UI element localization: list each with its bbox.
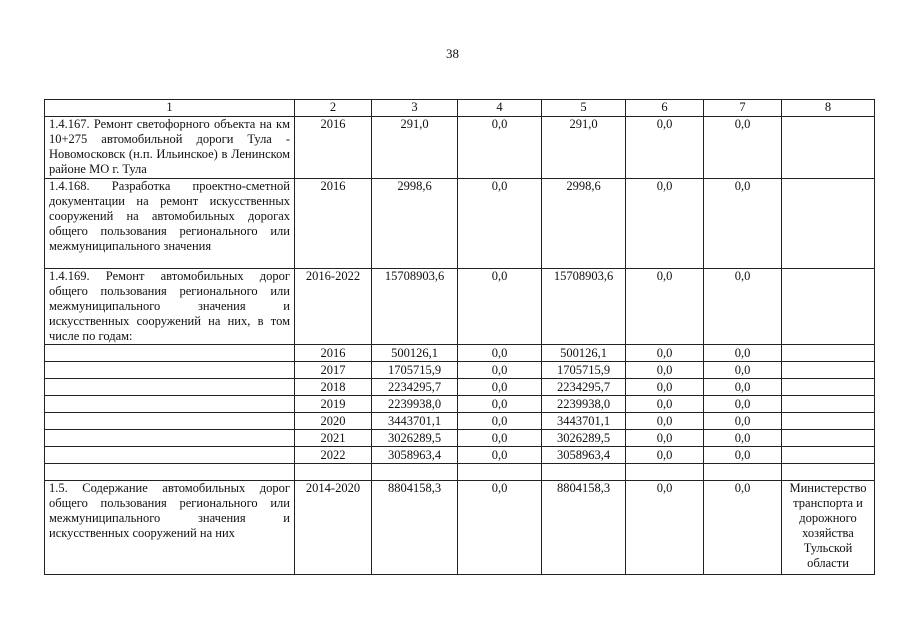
year-cell: 2020 <box>295 413 372 430</box>
year-row <box>45 379 875 396</box>
year-col8 <box>782 413 875 430</box>
year-col8 <box>782 447 875 464</box>
row-col4: 0,0 <box>458 269 542 345</box>
year-col6: 0,0 <box>626 447 704 464</box>
row-years: 2016 <box>295 117 372 179</box>
col-header-4: 4 <box>458 100 542 117</box>
year-row-empty <box>45 362 295 379</box>
col-header-1: 1 <box>45 100 295 117</box>
col-header-3: 3 <box>372 100 458 117</box>
row-col3: 8804158,3 <box>372 481 458 575</box>
year-col6: 0,0 <box>626 396 704 413</box>
year-col7: 0,0 <box>704 345 782 362</box>
year-row-empty <box>45 379 295 396</box>
year-row <box>45 362 875 379</box>
row-col7: 0,0 <box>704 481 782 575</box>
year-col8 <box>782 345 875 362</box>
table-row <box>45 179 875 269</box>
row-description: 1.4.167. Ремонт светофорного объекта на км 10+275 автомобильной дороги Тула - Новомосковск (н.п. Ильинское) в Ленинском районе МО г. Тула <box>45 117 295 179</box>
year-row-empty <box>45 345 295 362</box>
year-col4: 0,0 <box>458 396 542 413</box>
row-description: 1.4.168. Разработка проектно-сметной документации на ремонт искусственных сооружений на автомобильных дорогах общего пользования регионального или межмуниципального значения <box>45 179 295 269</box>
year-col6: 0,0 <box>626 413 704 430</box>
year-col4: 0,0 <box>458 430 542 447</box>
year-row <box>45 430 875 447</box>
row-col3: 291,0 <box>372 117 458 179</box>
spacer-cell <box>704 464 782 481</box>
col-header-5: 5 <box>542 100 626 117</box>
year-cell: 2017 <box>295 362 372 379</box>
spacer-cell <box>372 464 458 481</box>
row-col7: 0,0 <box>704 269 782 345</box>
row-col4: 0,0 <box>458 481 542 575</box>
year-col5: 3443701,1 <box>542 413 626 430</box>
year-col4: 0,0 <box>458 413 542 430</box>
responsible-executor: Министерство транспорта и дорожного хозяйства Тульской области <box>782 481 875 575</box>
year-col6: 0,0 <box>626 379 704 396</box>
year-col5: 3058963,4 <box>542 447 626 464</box>
row-col8 <box>782 269 875 345</box>
year-col5: 1705715,9 <box>542 362 626 379</box>
year-col3: 2239938,0 <box>372 396 458 413</box>
col-header-2: 2 <box>295 100 372 117</box>
year-col4: 0,0 <box>458 447 542 464</box>
year-col8 <box>782 379 875 396</box>
year-col6: 0,0 <box>626 430 704 447</box>
year-col5: 500126,1 <box>542 345 626 362</box>
year-row-empty <box>45 430 295 447</box>
year-col8 <box>782 362 875 379</box>
year-col8 <box>782 396 875 413</box>
row-col7: 0,0 <box>704 117 782 179</box>
year-cell: 2021 <box>295 430 372 447</box>
row-years: 2016-2022 <box>295 269 372 345</box>
row-col8 <box>782 179 875 269</box>
year-col7: 0,0 <box>704 413 782 430</box>
year-cell: 2018 <box>295 379 372 396</box>
year-cell: 2016 <box>295 345 372 362</box>
year-col4: 0,0 <box>458 362 542 379</box>
year-row <box>45 345 875 362</box>
year-col7: 0,0 <box>704 447 782 464</box>
spacer-cell <box>45 464 295 481</box>
year-col3: 3058963,4 <box>372 447 458 464</box>
table-row <box>45 269 875 345</box>
year-col7: 0,0 <box>704 430 782 447</box>
year-row <box>45 447 875 464</box>
year-cell: 2022 <box>295 447 372 464</box>
row-col5: 2998,6 <box>542 179 626 269</box>
header-row <box>45 100 875 117</box>
row-col6: 0,0 <box>626 481 704 575</box>
row-col6: 0,0 <box>626 269 704 345</box>
spacer-row <box>45 464 875 481</box>
col-header-8: 8 <box>782 100 875 117</box>
spacer-cell <box>626 464 704 481</box>
year-row <box>45 413 875 430</box>
year-col4: 0,0 <box>458 379 542 396</box>
row-col3: 15708903,6 <box>372 269 458 345</box>
row-col3: 2998,6 <box>372 179 458 269</box>
year-col3: 2234295,7 <box>372 379 458 396</box>
spacer-cell <box>542 464 626 481</box>
year-col6: 0,0 <box>626 362 704 379</box>
budget-table <box>44 99 875 575</box>
col-header-7: 7 <box>704 100 782 117</box>
year-row <box>45 396 875 413</box>
row-col5: 291,0 <box>542 117 626 179</box>
year-row-empty <box>45 447 295 464</box>
row-col8 <box>782 117 875 179</box>
year-col3: 3443701,1 <box>372 413 458 430</box>
year-cell: 2019 <box>295 396 372 413</box>
row-col6: 0,0 <box>626 179 704 269</box>
row-col7: 0,0 <box>704 179 782 269</box>
year-row-empty <box>45 396 295 413</box>
table-row <box>45 117 875 179</box>
row-years: 2016 <box>295 179 372 269</box>
spacer-cell <box>782 464 875 481</box>
row-col4: 0,0 <box>458 117 542 179</box>
year-col3: 1705715,9 <box>372 362 458 379</box>
col-header-6: 6 <box>626 100 704 117</box>
year-col8 <box>782 430 875 447</box>
year-col3: 500126,1 <box>372 345 458 362</box>
year-col5: 2234295,7 <box>542 379 626 396</box>
spacer-cell <box>458 464 542 481</box>
row-col5: 8804158,3 <box>542 481 626 575</box>
row-description: 1.5. Содержание автомобильных дорог общего пользования регионального или межмуниципального значения и искусственных сооружений на них <box>45 481 295 575</box>
row-col4: 0,0 <box>458 179 542 269</box>
year-col7: 0,0 <box>704 362 782 379</box>
row-col6: 0,0 <box>626 117 704 179</box>
year-col5: 3026289,5 <box>542 430 626 447</box>
year-col6: 0,0 <box>626 345 704 362</box>
year-col3: 3026289,5 <box>372 430 458 447</box>
row-col5: 15708903,6 <box>542 269 626 345</box>
table-row <box>45 481 875 575</box>
year-row-empty <box>45 413 295 430</box>
year-col5: 2239938,0 <box>542 396 626 413</box>
year-col7: 0,0 <box>704 379 782 396</box>
row-description: 1.4.169. Ремонт автомобильных дорог общего пользования регионального или межмуниципального значения и искусственных сооружений на них, в том числе по годам: <box>45 269 295 345</box>
spacer-cell <box>295 464 372 481</box>
row-years: 2014-2020 <box>295 481 372 575</box>
year-col7: 0,0 <box>704 396 782 413</box>
year-col4: 0,0 <box>458 345 542 362</box>
page-number: 38 <box>446 46 459 61</box>
